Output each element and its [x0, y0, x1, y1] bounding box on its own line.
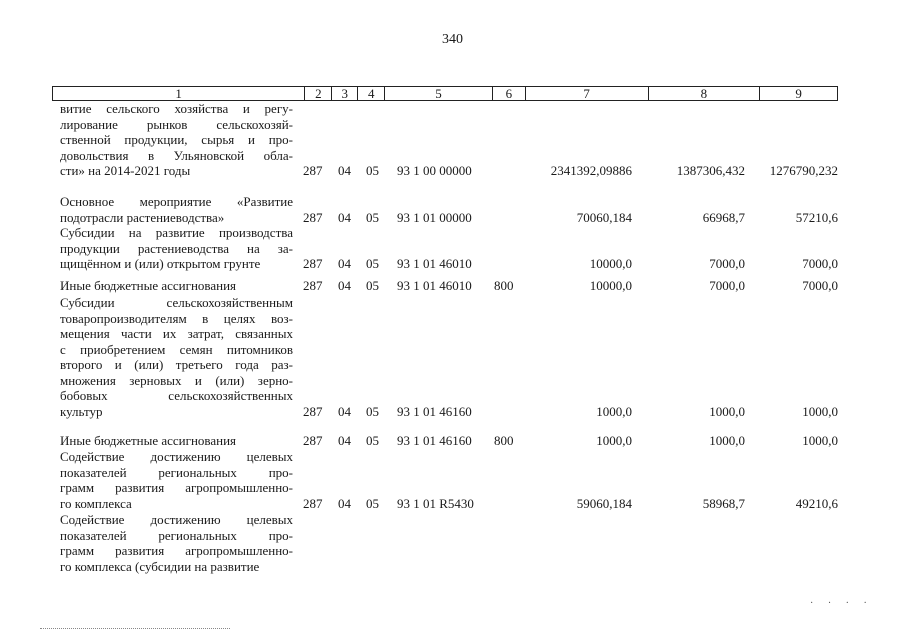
description-line: культур	[60, 403, 103, 419]
target-article-code: 93 1 00 00000	[397, 163, 472, 178]
description-line: бобовых сельскохозяйственных	[60, 388, 293, 403]
description-line: грамм развития агропромышленно-	[60, 480, 293, 495]
description-line: го комплекса (субсидии на развитие	[60, 558, 260, 574]
subsection-code: 05	[366, 278, 379, 293]
column-header-3: 3	[332, 87, 358, 100]
admin-code: 287	[303, 209, 323, 225]
table-row	[0, 278, 905, 294]
amount-col8: 1387306,432	[676, 163, 745, 178]
description-line: го комплекса	[60, 495, 132, 511]
column-header-9: 9	[795, 86, 802, 101]
description-line: второго и (или) третьего года раз-	[60, 357, 293, 372]
description-line: с приобретением семян питомников	[60, 341, 293, 357]
amount-col8: 66968,7	[702, 209, 745, 225]
section-code: 04	[338, 278, 351, 293]
amount-col9: 49210,6	[795, 495, 838, 511]
subsection-code: 05	[366, 495, 379, 511]
description-line: Субсидии сельскохозяйственным	[60, 295, 293, 310]
admin-code: 287	[303, 433, 323, 448]
column-header-7: 7	[526, 87, 649, 100]
admin-code: 287	[303, 495, 323, 511]
description-line: подотрасли растениеводства»	[60, 209, 225, 225]
amount-col9: 1276790,232	[769, 163, 838, 178]
column-header-8: 8	[649, 87, 761, 100]
description-line: Содействие достижению целевых	[60, 512, 293, 527]
description-line: грамм развития агропромышленно-	[60, 543, 293, 558]
table-row	[0, 496, 905, 512]
amount-col9: 1000,0	[802, 403, 838, 419]
admin-code: 287	[303, 256, 323, 271]
column-header-6: 6	[493, 87, 526, 100]
table-row	[0, 559, 905, 575]
subsection-code: 05	[366, 403, 379, 419]
amount-col7: 59060,184	[576, 495, 632, 511]
amount-col8: 1000,0	[709, 403, 745, 419]
table-row	[0, 210, 905, 226]
amount-col8: 58968,7	[702, 495, 745, 511]
admin-code: 287	[303, 403, 323, 419]
amount-col7: 10000,0	[589, 278, 632, 293]
column-header-5: 5	[385, 87, 493, 100]
table-row	[0, 163, 905, 179]
expense-type-code: 800	[494, 433, 514, 448]
description-line: товаропроизводителям в целях воз-	[60, 310, 293, 326]
section-code: 04	[338, 495, 351, 511]
description-line: множения зерновых и (или) зерно-	[60, 372, 293, 388]
admin-code: 287	[303, 278, 323, 293]
description-line: лирование рынков сельскохозяй-	[60, 116, 293, 132]
section-code: 04	[338, 403, 351, 419]
target-article-code: 93 1 01 46160	[397, 433, 472, 448]
amount-col8: 7000,0	[709, 278, 745, 293]
target-article-code: 93 1 01 46010	[397, 256, 472, 271]
description-line: ственной продукции, сырья и про-	[60, 132, 293, 147]
expense-type-code: 800	[494, 278, 514, 293]
table-row	[0, 433, 905, 449]
description-line: Иные бюджетные ассигнования	[60, 278, 237, 293]
amount-col8: 7000,0	[709, 256, 745, 271]
description-line: мещения части их затрат, связанных	[60, 326, 293, 341]
subsection-code: 05	[366, 256, 379, 271]
amount-col9: 7000,0	[802, 256, 838, 271]
table-header-row	[52, 86, 838, 101]
row-description	[60, 295, 293, 419]
description-line: показателей региональных про-	[60, 464, 293, 480]
description-line: довольствия в Ульяновской обла-	[60, 147, 293, 163]
description-line: Основное мероприятие «Развитие	[60, 194, 293, 209]
section-code: 04	[338, 256, 351, 271]
subsection-code: 05	[366, 163, 379, 178]
page-number: 340	[442, 32, 463, 47]
description-line: Содействие достижению целевых	[60, 449, 293, 464]
amount-col7: 70060,184	[576, 209, 632, 225]
amount-col9: 57210,6	[795, 209, 838, 225]
table-row	[0, 256, 905, 272]
description-line: витие сельского хозяйства и регу-	[60, 101, 293, 116]
table-row	[0, 404, 905, 420]
amount-col9: 7000,0	[802, 278, 838, 293]
description-line: продукции растениеводства на за-	[60, 240, 293, 256]
subsection-code: 05	[366, 209, 379, 225]
scan-artifact-line	[40, 628, 230, 629]
column-header-2: 2	[305, 87, 332, 100]
admin-code: 287	[303, 163, 323, 178]
description-line: Субсидии на развитие производства	[60, 225, 293, 240]
description-line: Иные бюджетные ассигнования	[60, 433, 237, 448]
description-line: сти» на 2014-2021 годы	[60, 163, 191, 178]
amount-col7: 1000,0	[596, 403, 632, 419]
amount-col7: 1000,0	[596, 433, 632, 448]
section-code: 04	[338, 209, 351, 225]
amount-col7: 10000,0	[589, 256, 632, 271]
target-article-code: 93 1 01 00000	[397, 209, 472, 225]
target-article-code: 93 1 01 46010	[397, 278, 472, 293]
description-line: показателей региональных про-	[60, 527, 293, 543]
section-code: 04	[338, 163, 351, 178]
amount-col7: 2341392,09886	[550, 163, 632, 178]
column-header-1: 1	[53, 87, 305, 100]
target-article-code: 93 1 01 R5430	[397, 495, 474, 511]
amount-col8: 1000,0	[709, 433, 745, 448]
column-header-4: 4	[358, 87, 385, 100]
description-line: щищённом и (или) открытом грунте	[60, 256, 261, 271]
amount-col9: 1000,0	[802, 433, 838, 448]
section-code: 04	[338, 433, 351, 448]
scan-artifact-marks: · · · ·	[810, 598, 873, 609]
target-article-code: 93 1 01 46160	[397, 403, 472, 419]
subsection-code: 05	[366, 433, 379, 448]
